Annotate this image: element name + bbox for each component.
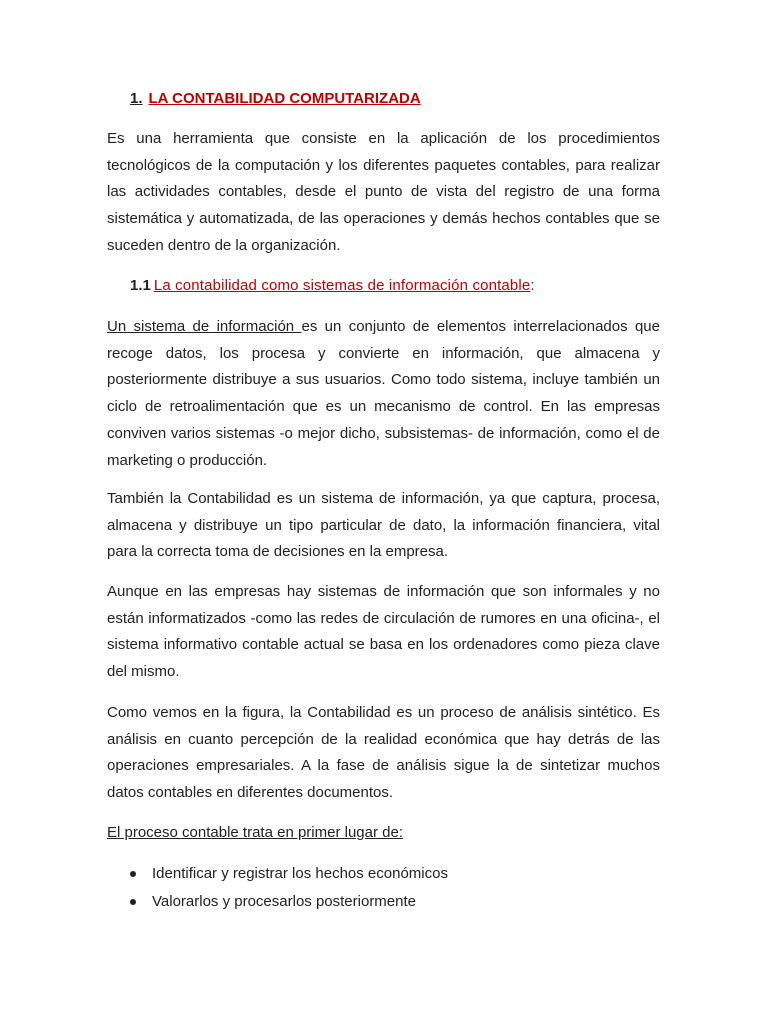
subsection-title: La contabilidad como sistemas de información contable — [153, 277, 531, 294]
paragraph-proceso-contable: El proceso contable trata en primer lugar de: — [107, 824, 403, 841]
list-item-text: Identificar y registrar los hechos económicos — [152, 865, 448, 882]
subsection-heading-1-1 — [130, 275, 535, 297]
underlined-term: Un sistema de información — [107, 318, 302, 335]
section-number: 1. — [130, 90, 143, 107]
paragraph-contabilidad-sistema: También la Contabilidad es un sistema de información, ya que captura, procesa, almacena y distribuye un tipo particular de dato, la información financiera, vital para la correcta toma de decisiones en la empresa. — [107, 490, 660, 561]
subsection-number: 1.1 — [130, 277, 151, 294]
bullet-icon — [130, 871, 136, 877]
bullet-icon — [130, 899, 136, 905]
bullet-list — [107, 860, 660, 916]
paragraph-sistemas-informales: Aunque en las empresas hay sistemas de información que son informales y no están informatizados -como las redes de circulación de rumores en una oficina-, el sistema informativo contable actual se basa en los ordenadores como pieza clave del mismo. — [107, 583, 660, 681]
list-item — [107, 860, 660, 888]
paragraph-sistema-informacion — [107, 314, 660, 474]
paragraph-analisis-sintetico: Como vemos en la figura, la Contabilidad es un proceso de análisis sintético. Es análisis en cuanto percepción de la realidad económica que hay detrás de las operaciones empresariales. A la fase de análisis sigue la de sintetizar muchos datos contables en diferentes documentos. — [107, 704, 660, 802]
paragraph-text: es un conjunto de elementos interrelacionados que recoge datos, los procesa y convierte en información, que almacena y posteriormente distribuye a sus usuarios. Como todo sistema, incluye también un ciclo de retroalimentación que es un mecanismo de control. En las empresas conviven varios sistemas -o mejor dicho, subsistemas- de información, como el de marketing o producción. — [107, 318, 660, 469]
list-item — [107, 888, 660, 916]
section-1-paragraph: Es una herramienta que consiste en la aplicación de los procedimientos tecnológicos de la computación y los diferentes paquetes contables, para realizar las actividades contables, desde el punto de vista del registro de una forma sistemática y automatizada, de las operaciones y demás hechos contables que se suceden dentro de la organización. — [107, 130, 660, 254]
section-title: LA CONTABILIDAD COMPUTARIZADA — [148, 90, 421, 107]
subsection-colon: : — [530, 277, 535, 294]
section-heading-1 — [130, 88, 421, 110]
list-item-text: Valorarlos y procesarlos posteriormente — [152, 893, 417, 910]
